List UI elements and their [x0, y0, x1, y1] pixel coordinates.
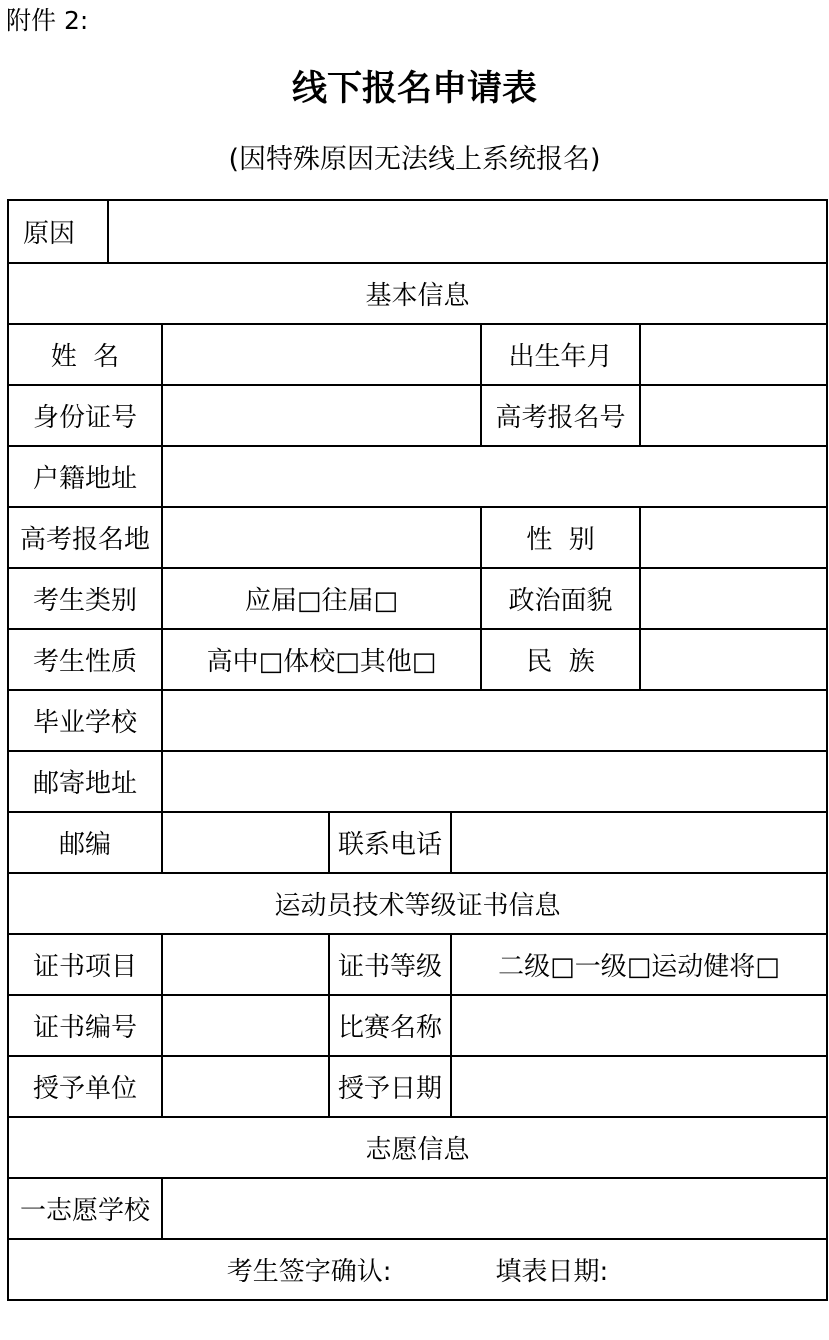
attachment-label: 附件 2: — [6, 6, 89, 35]
exam-place-field[interactable] — [162, 507, 481, 568]
exam-no-label: 高考报名号 — [481, 385, 640, 446]
household-label: 户籍地址 — [8, 446, 162, 507]
cert-level-label: 证书等级 — [329, 934, 451, 995]
gender-label: 性 别 — [481, 507, 640, 568]
reason-label: 原因 — [8, 200, 108, 263]
form-title: 线下报名申请表 — [291, 69, 537, 109]
name-label: 姓 名 — [8, 324, 162, 385]
form-subtitle: (因特殊原因无法线上系统报名) — [228, 144, 601, 175]
application-form-table — [7, 199, 828, 1301]
row-nature — [8, 629, 827, 690]
id-field[interactable] — [162, 385, 481, 446]
row-school — [8, 690, 827, 751]
signature-label: 考生签字确认: — [226, 1257, 392, 1287]
row-exam-place — [8, 507, 827, 568]
exam-place-label: 高考报名地 — [8, 507, 162, 568]
cert-no-label: 证书编号 — [8, 995, 162, 1056]
ethnicity-field[interactable] — [640, 629, 827, 690]
postcode-label: 邮编 — [8, 812, 162, 873]
postcode-field[interactable] — [162, 812, 329, 873]
school-label: 毕业学校 — [8, 690, 162, 751]
nature-label: 考生性质 — [8, 629, 162, 690]
cert-item-label: 证书项目 — [8, 934, 162, 995]
category-label: 考生类别 — [8, 568, 162, 629]
mail-address-label: 邮寄地址 — [8, 751, 162, 812]
phone-label: 联系电话 — [329, 812, 451, 873]
political-label: 政治面貌 — [481, 568, 640, 629]
row-cert-no — [8, 995, 827, 1056]
cert-no-field[interactable] — [162, 995, 329, 1056]
birth-field[interactable] — [640, 324, 827, 385]
ethnicity-label: 民 族 — [481, 629, 640, 690]
name-field[interactable] — [162, 324, 481, 385]
id-label: 身份证号 — [8, 385, 162, 446]
row-name — [8, 324, 827, 385]
row-signature — [8, 1239, 827, 1300]
signature-row-cell — [8, 1239, 827, 1300]
row-basic-info-header — [8, 263, 827, 324]
category-options[interactable]: 应届□往届□ — [162, 568, 481, 629]
fill-date-label: 填表日期: — [495, 1257, 609, 1287]
mail-address-field[interactable] — [162, 751, 827, 812]
reason-field[interactable] — [108, 200, 827, 263]
row-postcode — [8, 812, 827, 873]
wish-header: 志愿信息 — [8, 1117, 827, 1178]
political-field[interactable] — [640, 568, 827, 629]
cert-header: 运动员技术等级证书信息 — [8, 873, 827, 934]
issuer-label: 授予单位 — [8, 1056, 162, 1117]
competition-field[interactable] — [451, 995, 827, 1056]
cert-level-options[interactable]: 二级□一级□运动健将□ — [451, 934, 827, 995]
row-reason — [8, 200, 827, 263]
exam-no-field[interactable] — [640, 385, 827, 446]
row-wish-header — [8, 1117, 827, 1178]
basic-info-header: 基本信息 — [8, 263, 827, 324]
row-mail-address — [8, 751, 827, 812]
issue-date-field[interactable] — [451, 1056, 827, 1117]
first-choice-label: 一志愿学校 — [8, 1178, 162, 1239]
school-field[interactable] — [162, 690, 827, 751]
issuer-field[interactable] — [162, 1056, 329, 1117]
row-issuer — [8, 1056, 827, 1117]
gender-field[interactable] — [640, 507, 827, 568]
row-household — [8, 446, 827, 507]
nature-options[interactable]: 高中□体校□其他□ — [162, 629, 481, 690]
household-field[interactable] — [162, 446, 827, 507]
issue-date-label: 授予日期 — [329, 1056, 451, 1117]
row-category — [8, 568, 827, 629]
birth-label: 出生年月 — [481, 324, 640, 385]
row-first-choice — [8, 1178, 827, 1239]
competition-label: 比赛名称 — [329, 995, 451, 1056]
row-id — [8, 385, 827, 446]
phone-field[interactable] — [451, 812, 827, 873]
first-choice-field[interactable] — [162, 1178, 827, 1239]
row-cert-item — [8, 934, 827, 995]
row-cert-header — [8, 873, 827, 934]
cert-item-field[interactable] — [162, 934, 329, 995]
